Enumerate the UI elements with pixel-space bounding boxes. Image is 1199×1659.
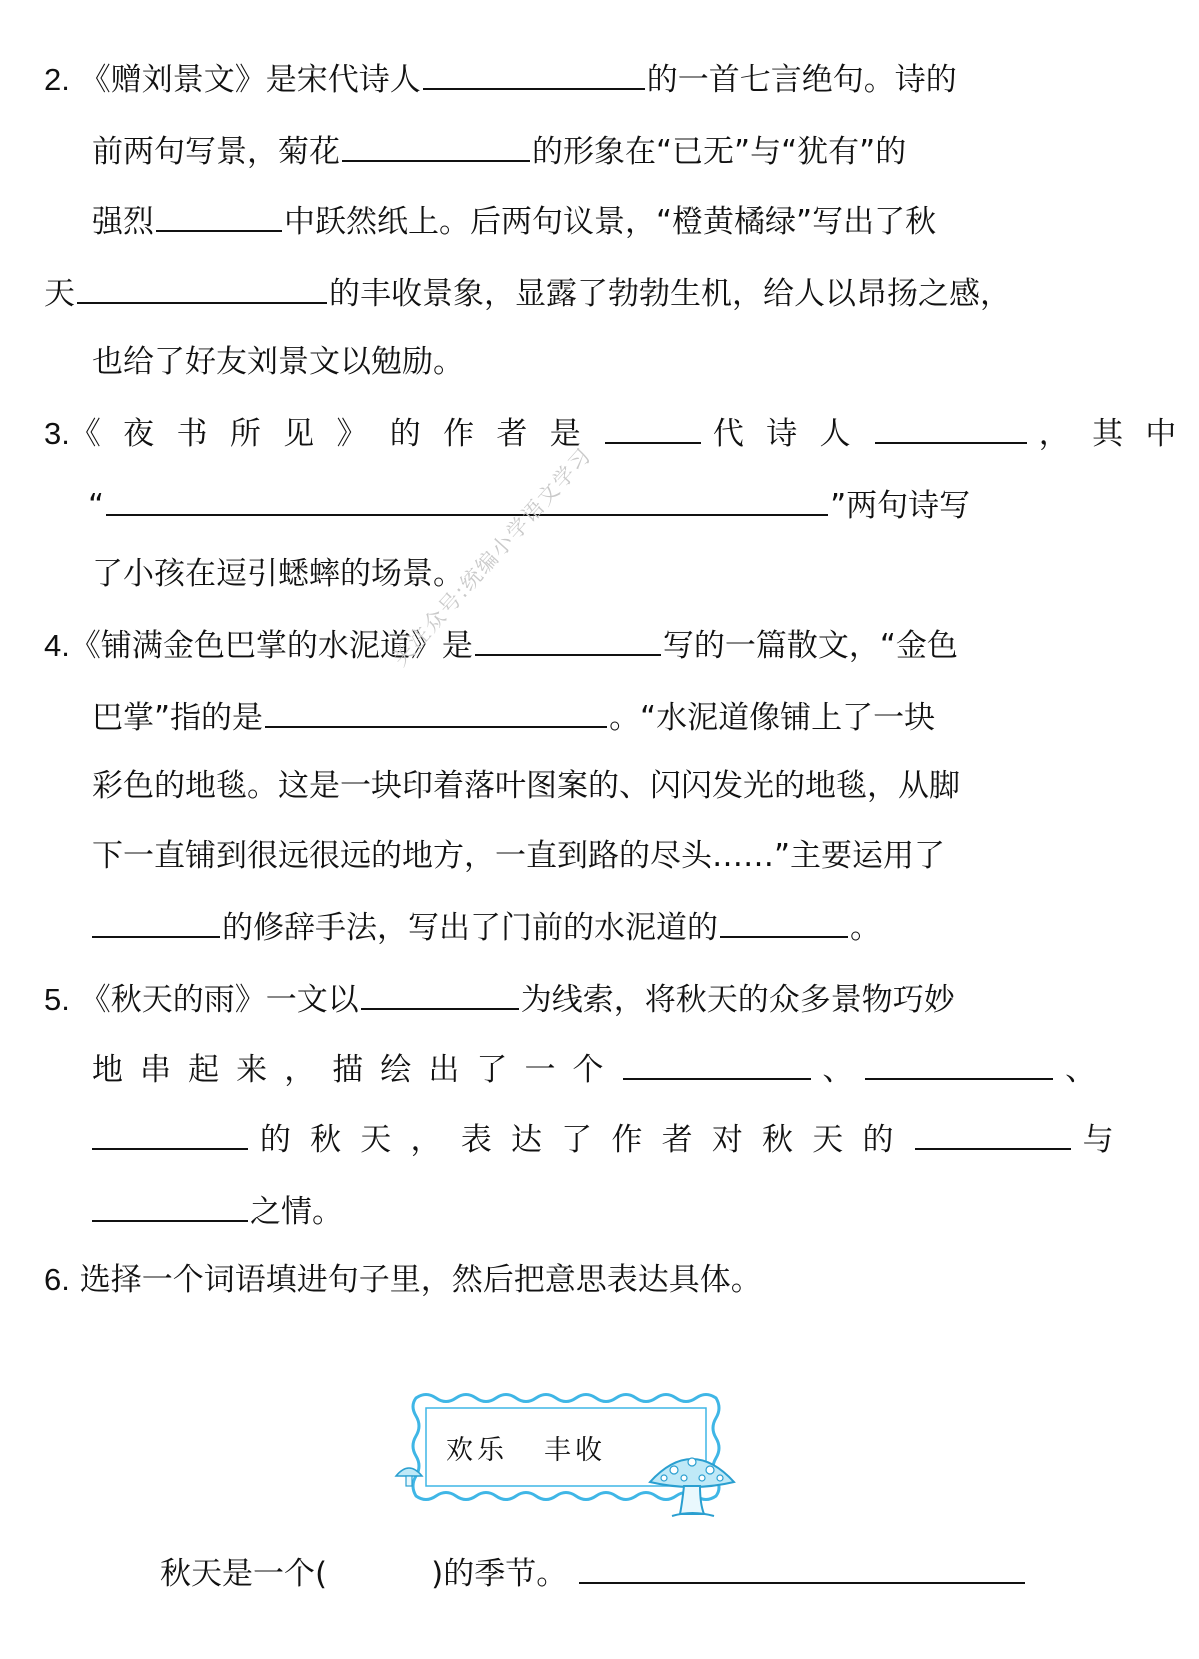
q5-text: 与: [1082, 1122, 1114, 1158]
q6-line-1: [44, 1260, 762, 1300]
q4-line-5: [90, 906, 881, 948]
q2-text: 的一首七言绝句。诗的: [646, 62, 957, 98]
answer-blank[interactable]: [875, 412, 1027, 444]
q5-text: 、: [822, 1052, 854, 1088]
small-mushroom-icon: [392, 1458, 426, 1492]
answer-blank[interactable]: [92, 1190, 248, 1222]
q5-text: 的秋天，表达了作者对秋天的: [259, 1122, 913, 1158]
question-number: 2.: [44, 62, 70, 97]
q5-text: 、: [1065, 1052, 1097, 1088]
q2-text: 天: [44, 276, 75, 312]
answer-blank[interactable]: [342, 130, 530, 162]
q2-line-4: [44, 272, 1011, 314]
q3-text: ，其中: [1038, 416, 1199, 452]
word-option-1[interactable]: 欢乐: [446, 1435, 508, 1466]
answer-blank[interactable]: [475, 624, 661, 656]
question-number: 3.: [44, 416, 70, 451]
answer-blank[interactable]: [915, 1118, 1071, 1150]
answer-blank[interactable]: [106, 484, 828, 516]
q3-text: 《夜书所见》的作者是: [69, 416, 604, 452]
question-number: 5.: [44, 982, 70, 1017]
q4-text: 的修辞手法，写出了门前的水泥道的: [222, 910, 718, 946]
word-options: [446, 1428, 606, 1467]
mushroom-icon: [644, 1442, 740, 1522]
q6-sentence: [160, 1552, 1027, 1594]
q2-text: 强烈: [92, 204, 154, 240]
q2-line-5: 也给了好友刘景文以勉励。: [92, 344, 464, 380]
answer-blank[interactable]: [423, 58, 645, 90]
answer-blank[interactable]: [77, 272, 327, 304]
q2-line-2: [92, 130, 906, 172]
q4-line-3: 彩色的地毯。这是一块印着落叶图案的、闪闪发光的地毯，从脚: [92, 768, 960, 804]
q3-line-1: [44, 412, 1199, 454]
q3-text: ”两句诗写: [830, 488, 971, 524]
q4-text: 写的一篇散文，“金色: [662, 628, 958, 664]
q3-line-3: 了小孩在逗引蟋蟀的场景。: [92, 556, 464, 592]
answer-blank[interactable]: [579, 1552, 1025, 1584]
answer-blank[interactable]: [623, 1048, 811, 1080]
answer-blank[interactable]: [265, 696, 607, 728]
q6-text: )的季节。: [431, 1556, 568, 1592]
q6-text: 选择一个词语填进句子里，然后把意思表达具体。: [79, 1262, 762, 1298]
q4-text: 《铺满金色巴掌的水泥道》是: [69, 628, 473, 664]
q2-line-1: [44, 58, 957, 100]
answer-blank[interactable]: [92, 1118, 248, 1150]
q5-text: 《秋天的雨》一文以: [79, 982, 359, 1018]
word-option-2[interactable]: 丰收: [544, 1435, 606, 1466]
answer-blank[interactable]: [92, 906, 220, 938]
q5-line-2: [92, 1048, 1096, 1090]
q5-line-1: [44, 978, 955, 1020]
q3-text: “: [88, 488, 105, 524]
q6-text: 秋天是一个(: [160, 1556, 328, 1592]
q4-text: 。: [850, 910, 881, 946]
answer-blank[interactable]: [720, 906, 848, 938]
q2-text: 前两句写景，菊花: [92, 134, 340, 170]
q5-text: 地串起来，描绘出了一个: [92, 1052, 621, 1088]
q3-text: 代诗人: [712, 416, 873, 452]
answer-blank[interactable]: [605, 412, 701, 444]
q4-line-4: 下一直铺到很远很远的地方，一直到路的尽头……”主要运用了: [92, 838, 946, 874]
question-number: 6.: [44, 1262, 70, 1297]
q2-text: 的丰收景象，显露了勃勃生机，给人以昂扬之感，: [329, 276, 1011, 312]
question-number: 4.: [44, 628, 70, 663]
q5-text: 为线索，将秋天的众多景物巧妙: [520, 982, 955, 1018]
q5-line-4: [90, 1190, 343, 1232]
q2-text: 《赠刘景文》是宋代诗人: [79, 62, 421, 98]
q5-line-3: [90, 1118, 1114, 1160]
q4-text: 巴掌”指的是: [92, 700, 264, 736]
answer-blank[interactable]: [156, 200, 282, 232]
q2-line-3: [92, 200, 936, 242]
q4-text: 。“水泥道像铺上了一块: [609, 700, 936, 736]
q4-line-1: [44, 624, 958, 666]
q4-line-2: [92, 696, 935, 738]
q5-text: 之情。: [250, 1194, 343, 1230]
answer-blank[interactable]: [361, 978, 519, 1010]
word-choice-box: [408, 1388, 724, 1506]
q2-text: 的形象在“已无”与“犹有”的: [532, 134, 907, 170]
answer-blank[interactable]: [865, 1048, 1053, 1080]
watermark: 关注众号:统编小学语文学习: [387, 442, 597, 671]
q2-text: 中跃然纸上。后两句议景，“橙黄橘绿”写出了秋: [284, 204, 937, 240]
